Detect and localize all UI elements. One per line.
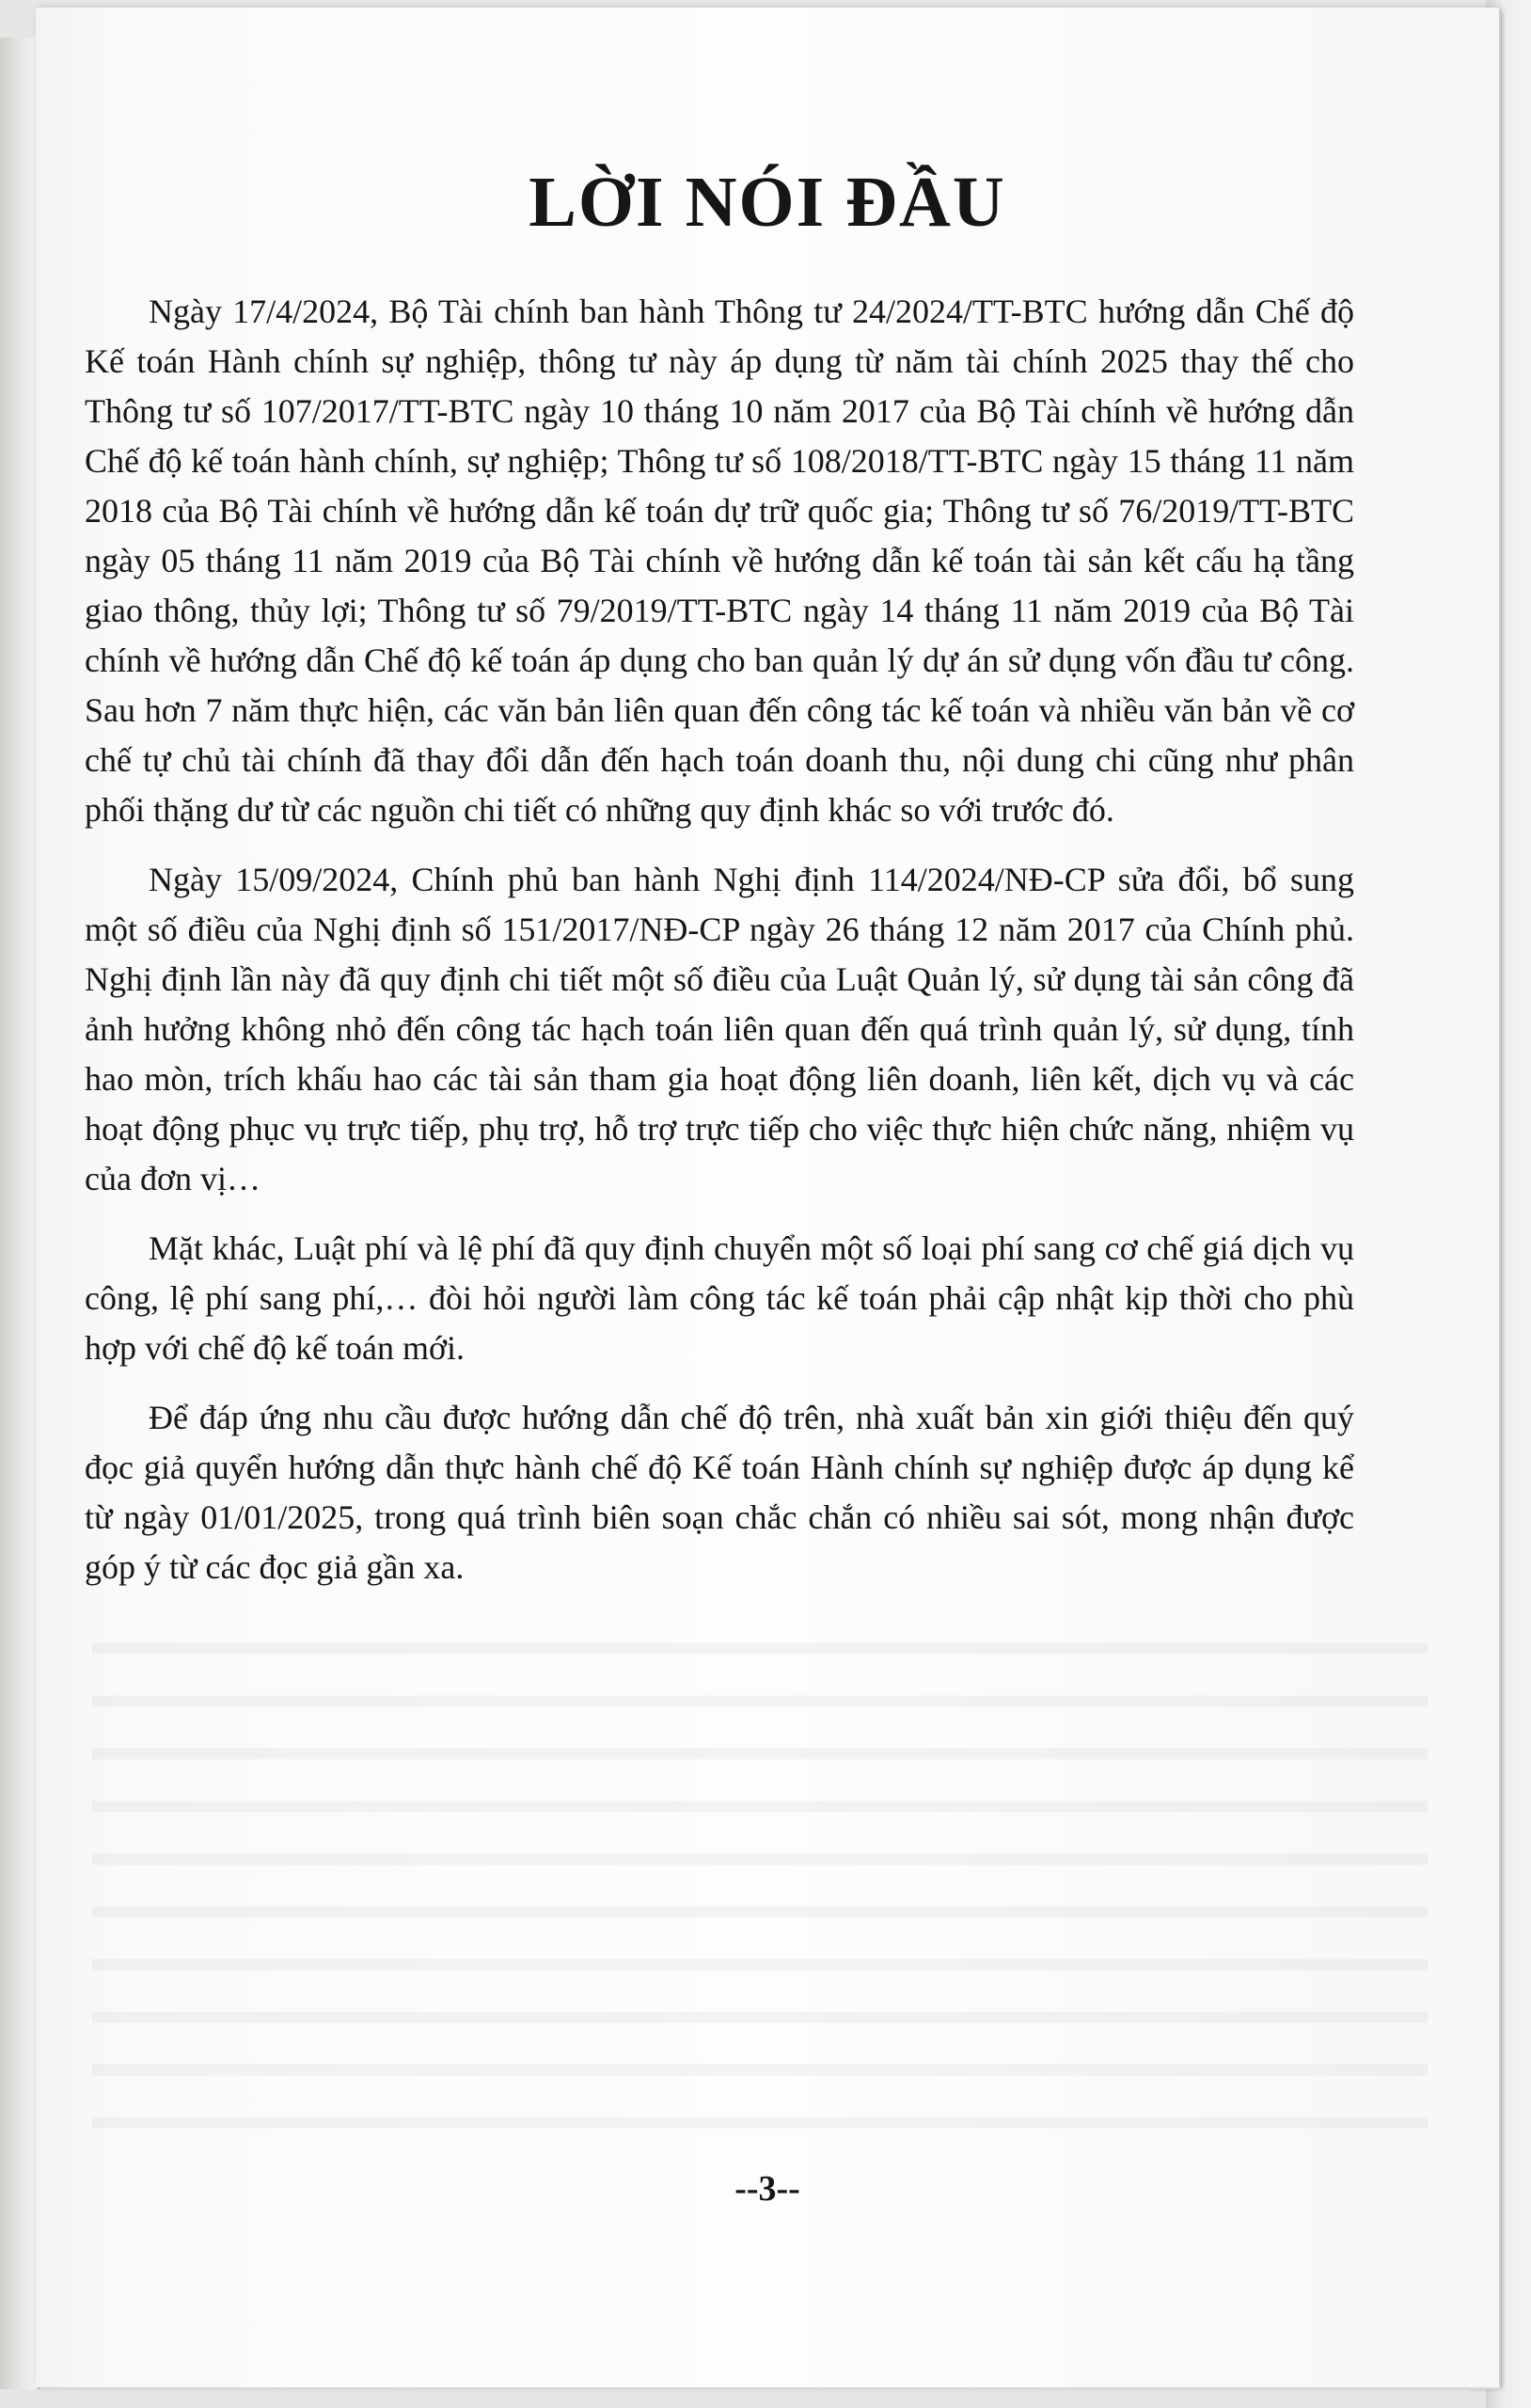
body-text — [85, 287, 1354, 1612]
paragraph-2: Ngày 15/09/2024, Chính phủ ban hành Nghị định 114/2024/NĐ-CP sửa đổi, bổ sung một số điều của Nghị định số 151/2017/NĐ-CP ngày 26 tháng 12 năm 2017 của Chính phủ. Nghị định lần này đã quy định chi tiết một số điều của Luật Quản lý, sử dụng tài sản công đã ảnh hưởng không nhỏ đến công tác hạch toán liên quan đến quá trình quản lý, sử dụng, tính hao mòn, trích khấu hao các tài sản tham gia hoạt động liên doanh, liên kết, dịch vụ và các hoạt động phục vụ trực tiếp, phụ trợ, hỗ trợ trực tiếp cho việc thực hiện chức năng, nhiệm vụ của đơn vị… — [85, 861, 1354, 1197]
paragraph-4: Để đáp ứng nhu cầu được hướng dẫn chế độ trên, nhà xuất bản xin giới thiệu đến quý đọc giả quyển hướng dẫn thực hành chế độ Kế toán Hành chính sự nghiệp được áp dụng kể từ ngày 01/01/2025, trong quá trình biên soạn chắc chắn có nhiều sai sót, mong nhận được góp ý từ các đọc giả gần xa. — [85, 1399, 1354, 1586]
page-number: --3-- — [734, 2169, 800, 2209]
show-through-texture — [92, 1625, 1428, 2152]
page-title: LỜI NÓI ĐẦU — [529, 163, 1006, 242]
previous-page-edge — [0, 38, 39, 2389]
paragraph-1: Ngày 17/4/2024, Bộ Tài chính ban hành Thông tư 24/2024/TT-BTC hướng dẫn Chế độ Kế toán Hành chính sự nghiệp, thông tư này áp dụng từ năm tài chính 2025 thay thế cho Thông tư số 107/2017/TT-BTC ngày 10 tháng 10 năm 2017 của Bộ Tài chính về hướng dẫn Chế độ kế toán hành chính, sự nghiệp; Thông tư số 108/2018/TT-BTC ngày 15 tháng 11 năm 2018 của Bộ Tài chính về hướng dẫn kế toán dự trữ quốc gia; Thông tư số 76/2019/TT-BTC ngày 05 tháng 11 năm 2019 của Bộ Tài chính về hướng dẫn kế toán tài sản kết cấu hạ tầng giao thông, thủy lợi; Thông tư số 79/2019/TT-BTC ngày 14 tháng 11 năm 2019 của Bộ Tài chính về hướng dẫn Chế độ kế toán áp dụng cho ban quản lý dự án sử dụng vốn đầu tư công. Sau hơn 7 năm thực hiện, các văn bản liên quan đến công tác kế toán và nhiều văn bản về cơ chế tự chủ tài chính đã thay đổi dẫn đến hạch toán doanh thu, nội dung chi cũng như phân phối thặng dư từ các nguồn chi tiết có những quy định khác so với trước đó. — [85, 293, 1354, 829]
paragraph-3: Mặt khác, Luật phí và lệ phí đã quy định chuyển một số loại phí sang cơ chế giá dịch vụ công, lệ phí sang phí,… đòi hỏi người làm công tác kế toán phải cập nhật kịp thời cho phù hợp với chế độ kế toán mới. — [85, 1229, 1354, 1367]
